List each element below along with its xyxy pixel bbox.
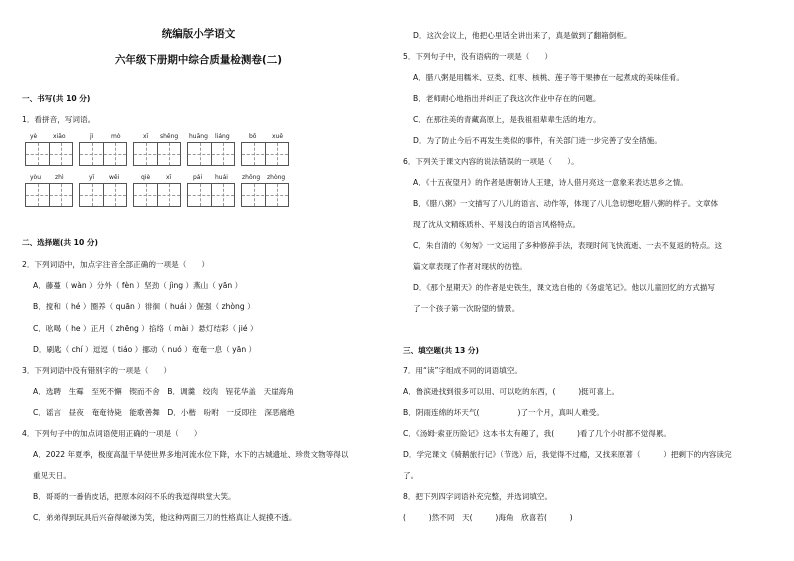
option-5a: A．腊八粥是用糯米、豆类、红枣、核桃、莲子等干果掺在一起煮成的美味佳肴。 xyxy=(413,73,684,82)
option-4c: C．弟弟得到玩具后兴奋得破涕为笑，他这种两面三刀的性格真让人捉摸不透。 xyxy=(33,513,297,522)
idiom-fill-blanks: ( )然不同 天( )海角 欣喜若( ) xyxy=(403,513,573,522)
option-2b: B．搅和（ hé ）圈养（ quān ）徘徊（ huái ）倔强（ zhòng ） xyxy=(33,302,255,311)
option-7c: C．《汤姆·索亚历险记》这本书太有趣了，我( )看了几个小时都不觉得累。 xyxy=(403,429,672,438)
option-7b: B．阴雨连绵的坏天气( )了一个月，真叫人难受。 xyxy=(403,408,604,417)
option-7d: D．学完课文《骑鹅旅行记》（节选）后，我觉得不过瘾，又找来原著（ ）把剩下的内容读完 xyxy=(403,450,732,459)
writing-box[interactable] xyxy=(79,183,127,207)
option-3cd: C．谣言 昼夜 奄奄待毙 能歌善舞 D．小楷 吩咐 一反即往 深恶痛绝 xyxy=(33,408,295,417)
pinyin-label: huāng xyxy=(189,133,208,140)
option-6d: D．《那个星期天》的作者是史铁生，课文选自他的《务虚笔记》。他以儿童回忆的方式描写 xyxy=(413,283,715,292)
question-8: 8．把下列四字词语补充完整，并选词填空。 xyxy=(403,492,553,501)
option-5c: C．在那往美的青藏高原上，是我祖祖辈辈生活的地方。 xyxy=(413,115,601,124)
option-6b: B．《腊八粥》一文描写了八儿的语言、动作等，体现了八儿急切想吃腊八粥的样子。文章体 xyxy=(413,199,719,208)
pinyin-label: yè xyxy=(30,133,38,140)
writing-box[interactable] xyxy=(25,183,73,207)
writing-box[interactable] xyxy=(25,142,73,166)
question-1: 1．看拼音，写词语。 xyxy=(22,115,96,124)
pinyin-label: zhōng xyxy=(242,174,261,181)
option-2d: D．刷匙（ chí ）逗逗（ tiáo ）挪动（ nuó ）奄奄一息（ yān ） xyxy=(33,345,257,354)
section-choice-heading: 二、选择题(共 10 分) xyxy=(22,238,98,247)
pinyin-label: yī xyxy=(89,174,95,181)
option-5d: D．为了防止今后不再发生类似的事件，有关部门进一步完善了安全措施。 xyxy=(413,136,662,145)
option-4a-cont: 重见天日。 xyxy=(33,471,71,480)
pinyin-label: mò xyxy=(111,133,121,140)
writing-box[interactable] xyxy=(79,142,127,166)
option-6b-cont: 现了沈从文精练质朴、平易浅白的语言风格特点。 xyxy=(413,220,581,229)
option-5b: B．老师耐心地指出并纠正了我这次作业中存在的问题。 xyxy=(413,94,601,103)
question-6: 6．下列关于课文内容的说法错误的一项是（ ）。 xyxy=(403,157,579,166)
option-3ab: A．选聘 生霉 至死不懈 锲而不舍 B．调羹 绞肉 锃花华盖 天崖海角 xyxy=(33,387,294,396)
writing-box[interactable] xyxy=(241,142,289,166)
pinyin-label: huái xyxy=(215,174,228,181)
section-writing-heading: 一、书写(共 10 分) xyxy=(22,94,91,103)
pinyin-label: zhòng xyxy=(267,174,286,181)
section-fill-heading: 三、填空题(共 13 分) xyxy=(403,346,479,355)
writing-box[interactable] xyxy=(133,183,181,207)
question-7: 7．用“读”字组成不同的词语填空。 xyxy=(403,366,523,375)
question-4: 4．下列句子中的加点词语使用正确的一项是（ ） xyxy=(22,429,202,438)
pinyin-label: bō xyxy=(249,133,257,140)
question-2: 2．下列词语中，加点字注音全部正确的一项是（ ） xyxy=(22,260,210,269)
option-6c: C．朱自清的《匆匆》一文运用了多种修辞手法，表现时间飞快流逝、一去不复返的特点。这 xyxy=(413,241,723,250)
option-6a: A．《十五夜望月》的作者是唐朝诗人王建，诗人借月亮这一意象来表达思乡之情。 xyxy=(413,178,688,187)
pinyin-label: xiāo xyxy=(53,133,66,140)
question-3: 3．下列词语中没有错别字的一项是（ ） xyxy=(22,366,172,375)
option-2c: C．吆喝（ he ）正月（ zhēng ）掐络（ mài ）悬灯结彩（ jié ） xyxy=(33,324,258,333)
option-4a: A．2022 年夏季，极度高温干旱使世界多地河流水位下降，水下的古城遗址、珍贵文物等得以 xyxy=(33,450,349,459)
pinyin-label: yòu xyxy=(30,174,42,181)
pinyin-label: shēng xyxy=(160,133,179,140)
pinyin-label: qiè xyxy=(141,174,151,181)
document-subtitle: 六年级下册期中综合质量检测卷(二) xyxy=(114,54,283,66)
option-7d-cont: 了。 xyxy=(403,471,419,480)
option-4d: D．这次会议上，他把心里话全讲出来了，真是做到了翻箱倒柜。 xyxy=(413,31,632,40)
option-7a: A．鲁滨逊找到很多可以用、可以吃的东西，( )挺可喜上。 xyxy=(403,387,620,396)
option-6c-cont: 篇文章表现了作者对现状的彷徨。 xyxy=(413,262,527,271)
pinyin-label: zhì xyxy=(55,174,64,181)
pinyin-label: jì xyxy=(90,133,94,140)
pinyin-label: pái xyxy=(193,174,203,181)
option-2a: A．藤蔓（ wàn ）分外（ fèn ）坚劲（ jìng ）燕山（ yān ） xyxy=(33,281,243,290)
pinyin-label: xī xyxy=(143,133,149,140)
option-4b: B．哥哥的一番俏皮话，把原本闷闷不乐的我逗得哄堂大笑。 xyxy=(33,492,236,501)
option-6d-cont: 了一个孩子第一次盼望的情景。 xyxy=(413,304,520,313)
question-5: 5．下列句子中，没有语病的一项是（ ） xyxy=(403,52,553,61)
pinyin-label: xuē xyxy=(272,133,284,140)
writing-box[interactable] xyxy=(241,183,289,207)
pinyin-label: liáng xyxy=(215,133,230,140)
writing-box[interactable] xyxy=(187,142,235,166)
document-title: 统编版小学语文 xyxy=(161,28,236,40)
writing-box[interactable] xyxy=(187,183,235,207)
pinyin-label: wěi xyxy=(109,174,120,181)
pinyin-label: xī xyxy=(166,174,172,181)
writing-box[interactable] xyxy=(133,142,181,166)
